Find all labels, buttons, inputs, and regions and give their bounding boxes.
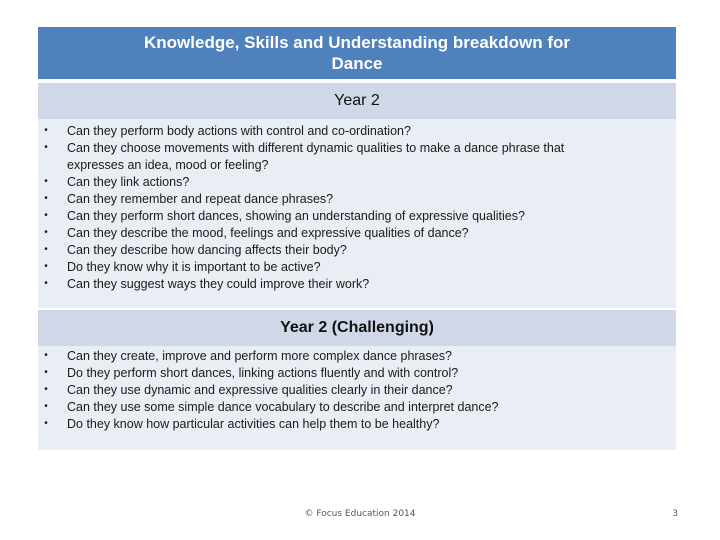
bullet: • bbox=[44, 384, 48, 395]
list-item-text: Can they use some simple dance vocabulary to describe and interpret dance? bbox=[67, 400, 499, 414]
list-item-text: Can they perform short dances, showing an understanding of expressive qualities? bbox=[67, 209, 525, 223]
section-list-year-2 bbox=[38, 119, 676, 308]
list-item bbox=[38, 191, 676, 208]
list-item bbox=[38, 382, 676, 399]
list-item-text bbox=[67, 140, 667, 174]
page-title-line-1: Knowledge, Skills and Understanding breakdown for bbox=[144, 33, 570, 52]
list-item bbox=[38, 140, 676, 174]
section-heading-year-2-challenging: Year 2 (Challenging) bbox=[38, 310, 676, 346]
list-item-text: Can they describe the mood, feelings and expressive qualities of dance? bbox=[67, 226, 469, 240]
list-item-text: Can they suggest ways they could improve their work? bbox=[67, 277, 370, 291]
bullet: • bbox=[44, 142, 48, 153]
list-item-line: expresses an idea, mood or feeling? bbox=[67, 157, 269, 172]
list-item-text: Do they know how particular activities can help them to be healthy? bbox=[67, 417, 440, 431]
list-item-text: Can they use dynamic and expressive qualities clearly in their dance? bbox=[67, 383, 453, 397]
bullet: • bbox=[44, 261, 48, 272]
list-item bbox=[38, 416, 676, 433]
bullet: • bbox=[44, 125, 48, 136]
page-number: 3 bbox=[672, 509, 678, 519]
bullet: • bbox=[44, 418, 48, 429]
list-item bbox=[38, 208, 676, 225]
bullet: • bbox=[44, 278, 48, 289]
list-item bbox=[38, 348, 676, 365]
bullet: • bbox=[44, 210, 48, 221]
list-item-text: Can they link actions? bbox=[67, 175, 190, 189]
bullet: • bbox=[44, 176, 48, 187]
section-list-year-2-challenging bbox=[38, 346, 676, 450]
bullet: • bbox=[44, 227, 48, 238]
bullet: • bbox=[44, 367, 48, 378]
list-item bbox=[38, 242, 676, 259]
list-item-line: Can they choose movements with different dynamic qualities to make a dance phrase that bbox=[67, 141, 565, 155]
list-item bbox=[38, 399, 676, 416]
list-item-text: Do they know why it is important to be active? bbox=[67, 260, 321, 274]
list-item bbox=[38, 123, 676, 140]
list-item bbox=[38, 259, 676, 276]
bullet: • bbox=[44, 401, 48, 412]
list-item bbox=[38, 174, 676, 191]
list-item-text: Can they create, improve and perform more complex dance phrases? bbox=[67, 349, 452, 363]
list-item-text: Can they perform body actions with control and co-ordination? bbox=[67, 124, 411, 138]
list-item bbox=[38, 365, 676, 382]
bullet: • bbox=[44, 244, 48, 255]
page-title bbox=[38, 27, 676, 79]
page-title-line-2: Dance bbox=[331, 54, 383, 73]
list-item-text: Can they describe how dancing affects their body? bbox=[67, 243, 347, 257]
bullet: • bbox=[44, 193, 48, 204]
footer-copyright: © Focus Education 2014 bbox=[304, 509, 416, 519]
list-item-text: Can they remember and repeat dance phrases? bbox=[67, 192, 334, 206]
list-item bbox=[38, 225, 676, 242]
bullet: • bbox=[44, 350, 48, 361]
list-item bbox=[38, 276, 676, 293]
list-item-text: Do they perform short dances, linking actions fluently and with control? bbox=[67, 366, 459, 380]
section-heading-year-2: Year 2 bbox=[38, 83, 676, 119]
